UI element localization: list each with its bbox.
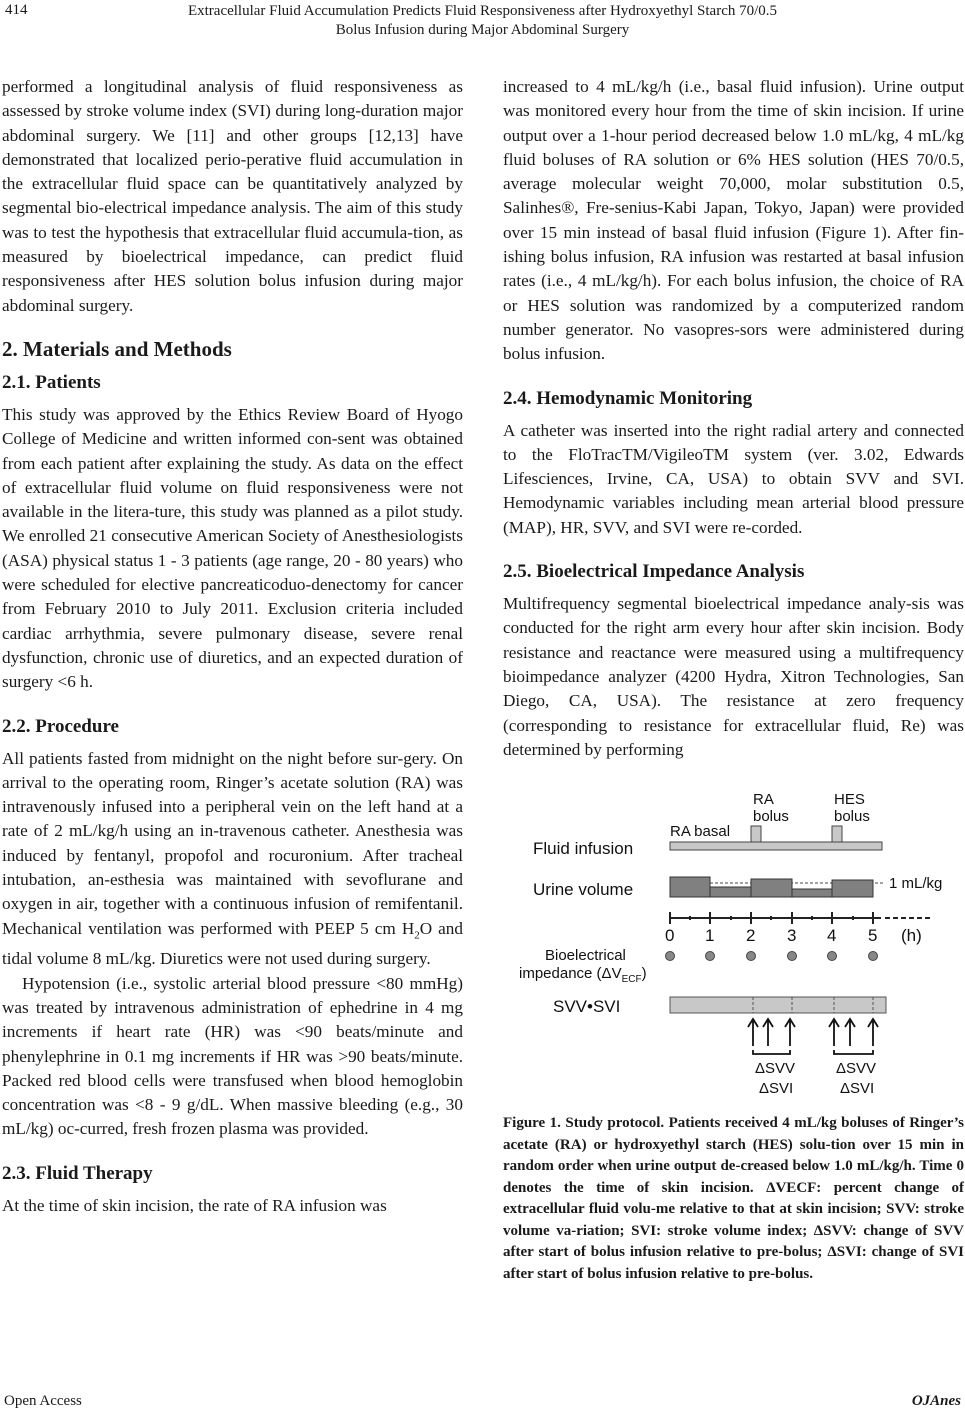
- hes-bolus-block: [832, 826, 842, 842]
- subsection-heading-bia: 2.5. Bioelectrical Impedance Analysis: [503, 561, 805, 583]
- figure-1-study-protocol: [503, 784, 963, 1099]
- svv-svi-bar: [670, 997, 886, 1013]
- procedure-text-a: All patients fasted from midnight on the night before sur-gery. On arrival to the operating room, Ringer’s acetate solution (RA) was intravenously infused into a peripheral vein on the left hand at a rate of 2 mL/kg/h using an in-travenous catheter. Anesthesia was induced by fentanyl, propofol and rocuronium. After tracheal intubation, an-esthesia was maintained with sevoflurane and oxygen in air, together with a continuous infusion of remifentanil. Mechanical ventilation was performed with PEEP 5 cm H: [2, 748, 463, 938]
- time-tick-2: 2: [746, 926, 756, 946]
- hes-bolus-label-1: HES: [834, 791, 865, 809]
- urine-bar-hour-3: [751, 879, 792, 897]
- threshold-label: 1 mL/kg: [889, 875, 943, 893]
- running-header: [0, 2, 965, 40]
- running-header-line-2: Bolus Infusion during Major Abdominal Surgery: [335, 22, 630, 38]
- figure-1-caption: Figure 1. Study protocol. Patients received 4 mL/kg boluses of Ringer’s acetate (RA) or hydroxyethyl starch (HES) solu-tion over 15 min in random order when urine output de-creased below 1.0 mL/kg/h. Time 0 denotes the time of skin incision. ΔVECF: percent change of extracellular fluid volu-me relative to that at skin incision; SVV: stroke volume va-riation; SVI: stroke volume index; ΔSVV: change of SVV after start of bolus infusion relative to pre-bolus; ΔSVI: change of SVI after start of bolus infusion relative to pre-bolus.: [503, 1115, 964, 1282]
- intro-paragraph: performed a longitudinal analysis of fluid responsiveness as assessed by stroke volume index (SVI) during long-duration major abdominal surgery. We [11] and other groups [12,13] have demonstrated that localized perio-perative fluid accumulation in the extracellular fluid space can be quantitatively analyzed by segmental bio-electrical impedance analysis. The aim of this study was to test the hypothesis that extracellular fluid accumula-tion, as measured by bioelectrical impedance, can predict fluid responsiveness after HES solution bolus infusion during major abdominal surgery.: [2, 77, 463, 315]
- procedure-paragraph-2: Hypotension (i.e., systolic arterial blood pressure <80 mmHg) was treated by intravenous administration of ephedrine in 4 mg increments if heart rate (HR) was <90 beats/minute and phenylephrine in 0.1 mg increments if HR was >90 beats/minute. Packed red blood cells were transfused when blood hemoglobin concentration was <8 - 9 g/dL. When massive bleeding (e.g., 30 mL/kg) oc-curred, fresh frozen plasma was provided.: [2, 973, 463, 1139]
- hes-bolus-label-2: bolus: [834, 808, 870, 826]
- subsection-heading-hemodynamic: 2.4. Hemodynamic Monitoring: [503, 387, 753, 409]
- bia-label-1: Bioelectrical: [545, 947, 626, 965]
- subsection-heading-fluid-therapy: 2.3. Fluid Therapy: [2, 1162, 153, 1184]
- delta-svv-label-ra: ΔSVV: [755, 1060, 796, 1078]
- footer-journal: OJAnes: [911, 1393, 961, 1409]
- subsection-heading-procedure: 2.2. Procedure: [2, 715, 119, 737]
- time-tick-3: 3: [787, 926, 797, 946]
- bia-measurement-dots: [666, 952, 878, 961]
- page-number: 414: [5, 2, 28, 18]
- urine-bar-hour-2: [710, 887, 751, 897]
- hemodynamic-paragraph: A catheter was inserted into the right radial artery and connected to the FloTracTM/VigileoTM system (ver. 3.02, Edwards Lifesciences, Irvine, CA, USA) to obtain SVV and SVI. Hemodynamic variables including mean arterial blood pressure (MAP), HR, SVV, and SVI were re-corded.: [503, 420, 964, 537]
- section-heading-materials-methods: 2. Materials and Methods: [2, 336, 232, 361]
- time-tick-1: 1: [705, 926, 715, 946]
- subscript-2: 2: [414, 929, 420, 942]
- fluid-infusion-label: Fluid infusion: [533, 839, 634, 859]
- ra-basal-label: RA basal: [670, 823, 731, 841]
- svv-svi-label: SVV•SVI: [553, 997, 621, 1017]
- left-column: [2, 75, 463, 1218]
- urine-bar-hour-1: [670, 877, 710, 897]
- delta-arrows: [748, 1019, 878, 1054]
- ra-bolus-label-2: bolus: [753, 808, 789, 826]
- fluid-infusion-basal-bar: [670, 842, 882, 850]
- protocol-diagram: [503, 784, 963, 1099]
- subsection-heading-patients: 2.1. Patients: [2, 371, 101, 393]
- procedure-text-b: O and tidal volume 8 mL/kg. Diuretics were not used during surgery.: [2, 918, 463, 969]
- urine-bar-hour-4: [792, 889, 832, 897]
- bia-paragraph: Multifrequency segmental bioelectrical impedance analy-sis was conducted for the right arm every hour after skin incision. Body resistance and reactance were measured using a multifrequency bioimpedance analyzer (4200 Hydra, Xitron Technologies, San Diego, CA, USA). The resistance at zero frequency (corresponding to resistance for extracellular fluid, Re) was determined by performing: [503, 594, 964, 759]
- time-tick-0: 0: [665, 926, 675, 946]
- fluid-therapy-paragraph: At the time of skin incision, the rate of RA infusion was: [2, 1195, 387, 1215]
- delta-svi-label-hes: ΔSVI: [840, 1080, 875, 1098]
- delta-svv-label-hes: ΔSVV: [836, 1060, 877, 1078]
- time-tick-4: 4: [827, 926, 837, 946]
- right-column: [503, 75, 964, 1285]
- time-unit-label: (h): [901, 926, 922, 946]
- urine-bar-hour-5: [832, 880, 873, 897]
- time-tick-5: 5: [868, 926, 878, 946]
- footer-open-access: Open Access: [4, 1393, 82, 1409]
- fluid-therapy-continued: increased to 4 mL/kg/h (i.e., basal fluid infusion). Urine output was monitored every hour from the time of skin incision. If urine output over a 1-hour period decreased below 1.0 mL/kg, 4 mL/kg fluid boluses of RA solution or 6% HES solution (HES 70/0.5, average molecular weight 70,000, molar substitution 0.5, Salinhes®, Fre-senius-Kabi Japan, Tokyo, Japan) were provided over 15 min instead of basal fluid infusion (Figure 1). After fin-ishing bolus infusion, RA infusion was restarted at basal infusion rates (i.e., 4 mL/kg/h). For each bolus infusion, the choice of RA or HES solution was randomized by a computerized random number generator. No vasopres-sors were administered during bolus infusion.: [503, 77, 964, 364]
- delta-svi-label-ra: ΔSVI: [759, 1080, 794, 1098]
- running-header-line-1: Extracellular Fluid Accumulation Predicts Fluid Responsiveness after Hydroxyethyl Starch 70/0.5: [187, 3, 778, 19]
- urine-volume-label: Urine volume: [533, 880, 634, 900]
- procedure-paragraph-1: [2, 747, 463, 972]
- ra-bolus-label-1: RA: [753, 791, 774, 809]
- bia-label-2: impedance $(\Delta V_{ECF})$: [519, 965, 647, 986]
- ra-bolus-block: [751, 826, 761, 842]
- patients-paragraph: This study was approved by the Ethics Review Board of Hyogo College of Medicine and written informed con-sent was obtained from each patient after explaining the study. As data on the effect of extracellular fluid volume on fluid responsiveness were not available in the litera-ture, this study was planned as a pilot study. We enrolled 21 consecutive American Society of Anesthesiologists (ASA) physical status 1 - 3 patients (age range, 20 - 80 years) who were scheduled for elective pancreaticoduo-denectomy for cancer from February 2010 to July 2011. Exclusion criteria included cardiac arrhythmia, severe pulmonary disease, severe renal dysfunction, chronic use of diuretics, and an expected duration of surgery <6 h.: [2, 404, 463, 692]
